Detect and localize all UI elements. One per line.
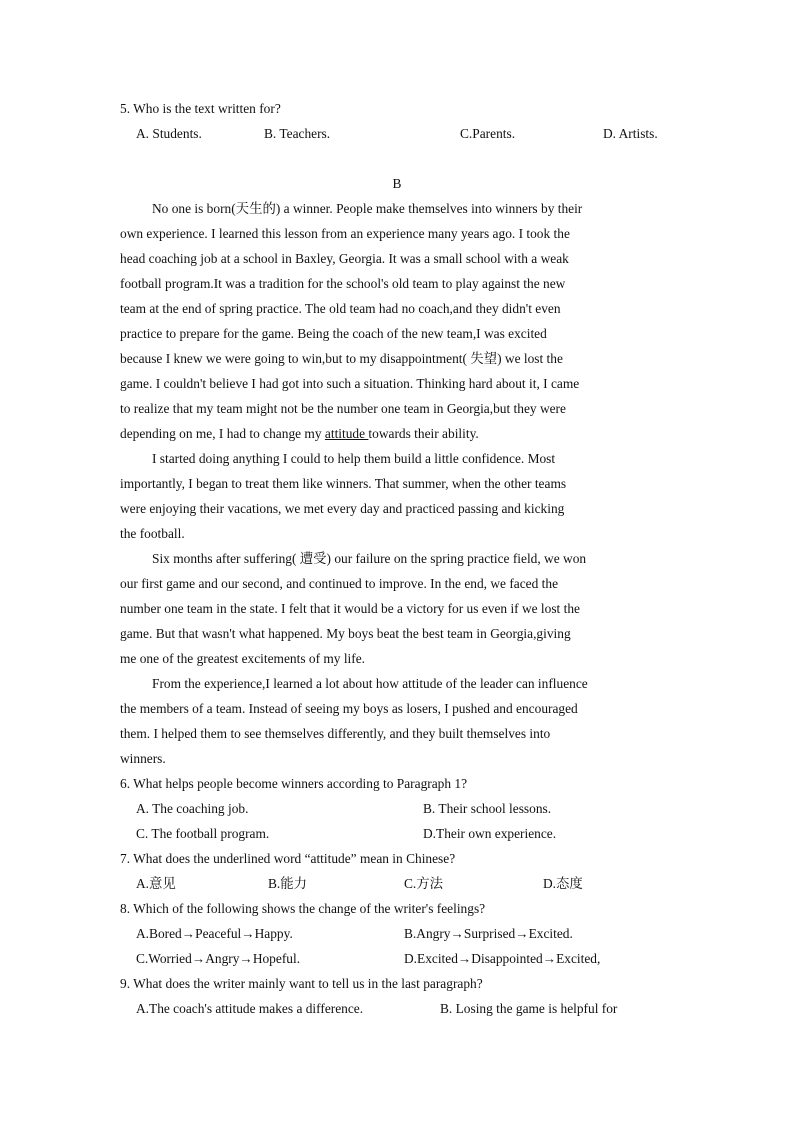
question-8: 8. Which of the following shows the change of the writer's feelings? [120,901,486,916]
passage-line: I started doing anything I could to help them build a little confidence. Most [152,451,556,466]
q6-option-c: C. The football program. [136,826,270,841]
q8-option-b: B.Angry→Surprised→Excited. [404,926,573,941]
q5-option-a: A. Students. [136,126,202,141]
passage-line: own experience. I learned this lesson from an experience many years ago. I took the [120,226,570,241]
passage-line: No one is born(天生的) a winner. People make themselves into winners by their [152,201,583,216]
question-5: 5. Who is the text written for? [120,101,281,116]
q9-option-b: B. Losing the game is helpful for [440,1001,618,1016]
q8-option-a: A.Bored→Peaceful→Happy. [136,926,293,941]
question-6: 6. What helps people become winners according to Paragraph 1? [120,776,468,791]
passage-line: winners. [120,751,166,766]
passage-line: game. I couldn't believe I had got into such a situation. Thinking hard about it, I came [120,376,580,391]
passage-line: to realize that my team might not be the number one team in Georgia,but they were [120,401,566,416]
q6-option-a: A. The coaching job. [136,801,249,816]
q5-option-b: B. Teachers. [264,126,331,141]
passage-line: practice to prepare for the game. Being the coach of the new team,I was excited [120,326,547,341]
q6-option-d: D.Their own experience. [423,826,557,841]
q8-option-d: D.Excited→Disappointed→Excited, [404,951,601,966]
passage-line: football program.It was a tradition for the school's old team to play against the new [120,276,566,291]
q7-option-c: C.方法 [404,876,444,891]
passage-line: Six months after suffering( 遭受) our failure on the spring practice field, we won [152,551,587,566]
underlined-word-attitude: attitude [324,426,369,441]
section-label: B [392,176,402,191]
passage-line: team at the end of spring practice. The old team had no coach,and they didn't even [120,301,561,316]
passage-line: the members of a team. Instead of seeing my boys as losers, I pushed and encouraged [120,701,578,716]
passage-line: them. I helped them to see themselves differently, and they built themselves into [120,726,551,741]
passage-line: number one team in the state. I felt that it would be a victory for us even if we lost the [120,601,580,616]
passage-line: importantly, I began to treat them like winners. That summer, when the other teams [120,476,567,491]
passage-line: From the experience,I learned a lot about how attitude of the leader can influence [152,676,588,691]
q7-option-d: D.态度 [543,876,583,891]
q8-option-c: C.Worried→Angry→Hopeful. [136,951,301,966]
q5-option-d: D. Artists. [603,126,658,141]
passage-line [120,421,670,446]
q9-option-a: A.The coach's attitude makes a difference. [136,1001,364,1016]
passage-line: head coaching job at a school in Baxley, Georgia. It was a small school with a weak [120,251,569,266]
question-9: 9. What does the writer mainly want to tell us in the last paragraph? [120,976,483,991]
q6-option-b: B. Their school lessons. [423,801,552,816]
passage-line: because I knew we were going to win,but to my disappointment( 失望) we lost the [120,351,563,366]
passage-line: me one of the greatest excitements of my life. [120,651,366,666]
passage-line: our first game and our second, and continued to improve. In the end, we faced the [120,576,559,591]
passage-line: the football. [120,526,185,541]
q7-option-a: A.意见 [136,876,176,891]
q5-option-c: C.Parents. [460,126,516,141]
passage-text: depending on me, I had to change my [120,426,325,441]
passage-line: game. But that wasn't what happened. My boys beat the best team in Georgia,giving [120,626,571,641]
passage-line: were enjoying their vacations, we met every day and practiced passing and kicking [120,501,565,516]
passage-text: towards their ability. [368,426,479,441]
question-7: 7. What does the underlined word “attitude” mean in Chinese? [120,851,456,866]
q7-option-b: B.能力 [268,876,308,891]
